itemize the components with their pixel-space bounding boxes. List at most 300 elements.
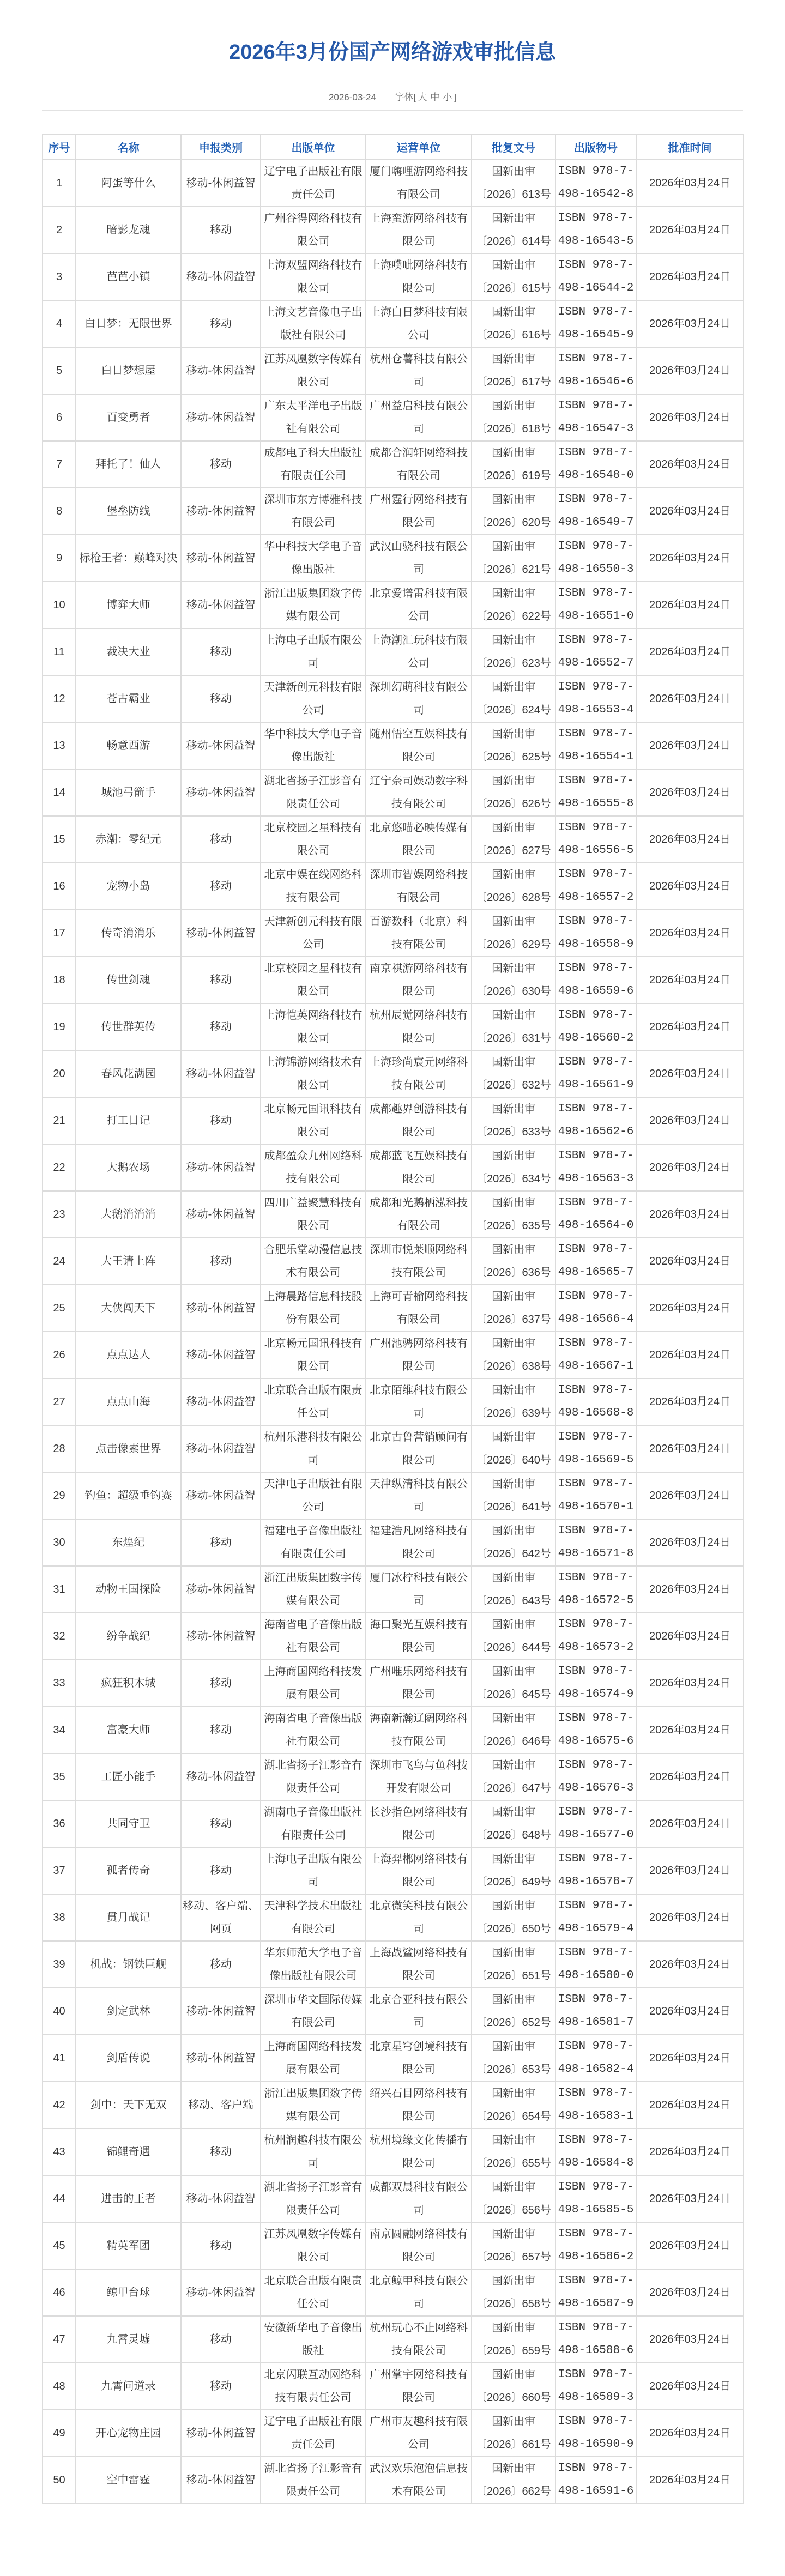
game-name: 九霄问道录	[76, 2363, 181, 2410]
category: 移动-休闲益智	[181, 488, 261, 535]
font-size-switcher	[414, 92, 456, 102]
table-row	[43, 488, 744, 535]
table-row	[43, 910, 744, 957]
row-index: 18	[43, 957, 76, 1003]
category: 移动	[181, 1097, 261, 1144]
approval-number: 国新出审〔2026〕649号	[472, 1847, 555, 1894]
game-name: 苍古霸业	[76, 675, 181, 722]
row-index: 46	[43, 2269, 76, 2316]
game-name: 机战：钢铁巨舰	[76, 1941, 181, 1988]
row-index: 9	[43, 535, 76, 582]
category: 移动	[181, 816, 261, 863]
table-row	[43, 1988, 744, 2035]
game-name: 芭芭小镇	[76, 253, 181, 300]
isbn: ISBN 978-7-498-16550-3	[555, 535, 636, 582]
publisher: 湖北省扬子江影音有限责任公司	[261, 1753, 366, 1800]
publisher: 湖北省扬子江影音有限责任公司	[261, 769, 366, 816]
header-col-category: 申报类别	[181, 134, 261, 160]
row-index: 1	[43, 160, 76, 207]
category: 移动	[181, 1519, 261, 1566]
table-row	[43, 2035, 744, 2082]
publisher: 安徽新华电子音像出版社	[261, 2316, 366, 2363]
operator: 北京古鲁营销顾问有限公司	[366, 1425, 472, 1472]
row-index: 29	[43, 1472, 76, 1519]
publisher: 福建电子音像出版社有限责任公司	[261, 1519, 366, 1566]
approval-number: 国新出审〔2026〕624号	[472, 675, 555, 722]
game-name: 动物王国探险	[76, 1566, 181, 1613]
table-row	[43, 2128, 744, 2175]
row-index: 14	[43, 769, 76, 816]
category: 移动-休闲益智	[181, 535, 261, 582]
row-index: 42	[43, 2082, 76, 2128]
approval-number: 国新出审〔2026〕636号	[472, 1238, 555, 1285]
operator: 百游数科（北京）科技有限公司	[366, 910, 472, 957]
game-name: 宠物小岛	[76, 863, 181, 910]
table-row	[43, 1753, 744, 1800]
operator: 杭州玩心不止网络科技有限公司	[366, 2316, 472, 2363]
isbn: ISBN 978-7-498-16566-4	[555, 1285, 636, 1332]
operator: 南京圆融网络科技有限公司	[366, 2222, 472, 2269]
row-index: 22	[43, 1144, 76, 1191]
approval-date: 2026年03月24日	[636, 160, 744, 207]
table-row	[43, 300, 744, 347]
approval-date: 2026年03月24日	[636, 1519, 744, 1566]
isbn: ISBN 978-7-498-16571-8	[555, 1519, 636, 1566]
isbn: ISBN 978-7-498-16560-2	[555, 1003, 636, 1050]
font-size-medium-link[interactable]: 中	[430, 92, 440, 102]
font-size-small-link[interactable]: 小	[443, 92, 452, 102]
table-row	[43, 2457, 744, 2504]
table-row	[43, 1003, 744, 1050]
font-size-large-link[interactable]: 大	[418, 92, 427, 102]
table-row	[43, 1191, 744, 1238]
row-index: 17	[43, 910, 76, 957]
publisher: 合肥乐堂动漫信息技术有限公司	[261, 1238, 366, 1285]
publisher: 北京中娱在线网络科技有限公司	[261, 863, 366, 910]
category: 移动-休闲益智	[181, 1472, 261, 1519]
approval-number: 国新出审〔2026〕650号	[472, 1894, 555, 1941]
isbn: ISBN 978-7-498-16574-9	[555, 1660, 636, 1707]
category: 移动-休闲益智	[181, 2410, 261, 2457]
approval-number: 国新出审〔2026〕638号	[472, 1332, 555, 1378]
bracket-close: ]	[454, 92, 457, 102]
game-name: 博弈大师	[76, 582, 181, 628]
row-index: 27	[43, 1378, 76, 1425]
game-name: 贯月战记	[76, 1894, 181, 1941]
game-name: 白日梦想屋	[76, 347, 181, 394]
approval-number: 国新出审〔2026〕622号	[472, 582, 555, 628]
divider	[42, 110, 743, 111]
table-row	[43, 628, 744, 675]
game-name: 点击像素世界	[76, 1425, 181, 1472]
isbn: ISBN 978-7-498-16563-3	[555, 1144, 636, 1191]
approval-number: 国新出审〔2026〕659号	[472, 2316, 555, 2363]
game-name: 阿蛋等什么	[76, 160, 181, 207]
table-row	[43, 1472, 744, 1519]
row-index: 35	[43, 1753, 76, 1800]
publisher: 深圳市华文国际传媒有限公司	[261, 1988, 366, 2035]
approval-date: 2026年03月24日	[636, 488, 744, 535]
table-row	[43, 2410, 744, 2457]
isbn: ISBN 978-7-498-16586-2	[555, 2222, 636, 2269]
approval-number: 国新出审〔2026〕658号	[472, 2269, 555, 2316]
game-name: 春风花满园	[76, 1050, 181, 1097]
approval-number: 国新出审〔2026〕633号	[472, 1097, 555, 1144]
category: 移动、客户端、网页	[181, 1894, 261, 1941]
isbn: ISBN 978-7-498-16578-7	[555, 1847, 636, 1894]
isbn: ISBN 978-7-498-16553-4	[555, 675, 636, 722]
header-col-index: 序号	[43, 134, 76, 160]
operator: 上海可青榆网络科技有限公司	[366, 1285, 472, 1332]
header-col-publisher: 出版单位	[261, 134, 366, 160]
approval-number: 国新出审〔2026〕643号	[472, 1566, 555, 1613]
approval-date: 2026年03月24日	[636, 1003, 744, 1050]
operator: 武汉山骁科技有限公司	[366, 535, 472, 582]
approval-number: 国新出审〔2026〕620号	[472, 488, 555, 535]
operator: 天津纵清科技有限公司	[366, 1472, 472, 1519]
game-name: 百变勇者	[76, 394, 181, 441]
table-row	[43, 1800, 744, 1847]
publisher: 北京畅元国讯科技有限公司	[261, 1332, 366, 1378]
game-name: 开心宠物庄园	[76, 2410, 181, 2457]
category: 移动-休闲益智	[181, 1613, 261, 1660]
publisher: 海南省电子音像出版社有限公司	[261, 1707, 366, 1753]
approval-date: 2026年03月24日	[636, 1613, 744, 1660]
approval-date: 2026年03月24日	[636, 1238, 744, 1285]
operator: 绍兴石目网络科技有限公司	[366, 2082, 472, 2128]
table-row	[43, 2082, 744, 2128]
category: 移动	[181, 957, 261, 1003]
isbn: ISBN 978-7-498-16565-7	[555, 1238, 636, 1285]
category: 移动	[181, 1800, 261, 1847]
operator: 北京星穹创境科技有限公司	[366, 2035, 472, 2082]
row-index: 37	[43, 1847, 76, 1894]
approval-date: 2026年03月24日	[636, 675, 744, 722]
approval-number: 国新出审〔2026〕648号	[472, 1800, 555, 1847]
row-index: 23	[43, 1191, 76, 1238]
game-name: 打工日记	[76, 1097, 181, 1144]
row-index: 25	[43, 1285, 76, 1332]
category: 移动-休闲益智	[181, 1988, 261, 2035]
isbn: ISBN 978-7-498-16591-6	[555, 2457, 636, 2504]
game-name: 白日梦：无限世界	[76, 300, 181, 347]
category: 移动-休闲益智	[181, 1191, 261, 1238]
game-name: 畅意西游	[76, 722, 181, 769]
row-index: 39	[43, 1941, 76, 1988]
publisher: 成都电子科大出版社有限责任公司	[261, 441, 366, 488]
approval-number: 国新出审〔2026〕627号	[472, 816, 555, 863]
table-row	[43, 1050, 744, 1097]
approval-number: 国新出审〔2026〕642号	[472, 1519, 555, 1566]
table-row	[43, 160, 744, 207]
approval-date: 2026年03月24日	[636, 441, 744, 488]
row-index: 40	[43, 1988, 76, 2035]
operator: 厦门冰柠科技有限公司	[366, 1566, 472, 1613]
game-name: 大侠闯天下	[76, 1285, 181, 1332]
approval-number: 国新出审〔2026〕630号	[472, 957, 555, 1003]
approval-date: 2026年03月24日	[636, 207, 744, 253]
article-meta	[0, 90, 785, 105]
category: 移动-休闲益智	[181, 1285, 261, 1332]
isbn: ISBN 978-7-498-16562-6	[555, 1097, 636, 1144]
publisher: 上海文艺音像电子出版社有限公司	[261, 300, 366, 347]
operator: 上海蛮游网络科技有限公司	[366, 207, 472, 253]
table-row	[43, 1707, 744, 1753]
publisher: 上海晨路信息科技股份有限公司	[261, 1285, 366, 1332]
approval-number: 国新出审〔2026〕623号	[472, 628, 555, 675]
approval-date: 2026年03月24日	[636, 2082, 744, 2128]
publisher: 江苏凤凰数字传媒有限公司	[261, 347, 366, 394]
approval-date: 2026年03月24日	[636, 1191, 744, 1238]
header-col-name: 名称	[76, 134, 181, 160]
game-name: 大王请上阵	[76, 1238, 181, 1285]
operator: 北京微笑科技有限公司	[366, 1894, 472, 1941]
approval-date: 2026年03月24日	[636, 2363, 744, 2410]
category: 移动	[181, 441, 261, 488]
approval-number: 国新出审〔2026〕657号	[472, 2222, 555, 2269]
game-name: 鲸甲台球	[76, 2269, 181, 2316]
game-name: 九霄灵墟	[76, 2316, 181, 2363]
approval-date: 2026年03月24日	[636, 1332, 744, 1378]
isbn: ISBN 978-7-498-16589-3	[555, 2363, 636, 2410]
publisher: 天津科学技术出版社有限公司	[261, 1894, 366, 1941]
approval-number: 国新出审〔2026〕656号	[472, 2175, 555, 2222]
row-index: 36	[43, 1800, 76, 1847]
approval-number: 国新出审〔2026〕631号	[472, 1003, 555, 1050]
row-index: 33	[43, 1660, 76, 1707]
isbn: ISBN 978-7-498-16552-7	[555, 628, 636, 675]
operator: 长沙指色网络科技有限公司	[366, 1800, 472, 1847]
table-row	[43, 1425, 744, 1472]
isbn: ISBN 978-7-498-16583-1	[555, 2082, 636, 2128]
category: 移动	[181, 207, 261, 253]
approval-date: 2026年03月24日	[636, 253, 744, 300]
game-name: 精英军团	[76, 2222, 181, 2269]
operator: 成都趣界创游科技有限公司	[366, 1097, 472, 1144]
table-row	[43, 1238, 744, 1285]
approval-date: 2026年03月24日	[636, 2222, 744, 2269]
approval-date: 2026年03月24日	[636, 1285, 744, 1332]
approval-date: 2026年03月24日	[636, 722, 744, 769]
table-row	[43, 207, 744, 253]
category: 移动	[181, 1660, 261, 1707]
approval-date: 2026年03月24日	[636, 2269, 744, 2316]
isbn: ISBN 978-7-498-16568-8	[555, 1378, 636, 1425]
operator: 武汉欢乐泡泡信息技术有限公司	[366, 2457, 472, 2504]
game-name: 大鹅农场	[76, 1144, 181, 1191]
header-col-approval-no: 批复文号	[472, 134, 555, 160]
table-row	[43, 1378, 744, 1425]
table-row	[43, 1941, 744, 1988]
isbn: ISBN 978-7-498-16580-0	[555, 1941, 636, 1988]
isbn: ISBN 978-7-498-16575-6	[555, 1707, 636, 1753]
category: 移动-休闲益智	[181, 2175, 261, 2222]
category: 移动-休闲益智	[181, 1425, 261, 1472]
approval-number: 国新出审〔2026〕640号	[472, 1425, 555, 1472]
isbn: ISBN 978-7-498-16545-9	[555, 300, 636, 347]
approval-number: 国新出审〔2026〕655号	[472, 2128, 555, 2175]
isbn: ISBN 978-7-498-16556-5	[555, 816, 636, 863]
approval-date: 2026年03月24日	[636, 1472, 744, 1519]
table-row	[43, 1144, 744, 1191]
approval-date: 2026年03月24日	[636, 1847, 744, 1894]
category: 移动-休闲益智	[181, 347, 261, 394]
table-row	[43, 863, 744, 910]
operator: 深圳市悦莱顺网络科技有限公司	[366, 1238, 472, 1285]
table-row	[43, 2222, 744, 2269]
approval-date: 2026年03月24日	[636, 769, 744, 816]
isbn: ISBN 978-7-498-16549-7	[555, 488, 636, 535]
approval-date: 2026年03月24日	[636, 628, 744, 675]
approval-number: 国新出审〔2026〕621号	[472, 535, 555, 582]
approval-date: 2026年03月24日	[636, 1660, 744, 1707]
game-name: 疯狂积木城	[76, 1660, 181, 1707]
operator: 杭州仓薯科技有限公司	[366, 347, 472, 394]
operator: 上海潮汇玩科技有限公司	[366, 628, 472, 675]
publisher: 湖北省扬子江影音有限责任公司	[261, 2457, 366, 2504]
row-index: 31	[43, 1566, 76, 1613]
category: 移动-休闲益智	[181, 1050, 261, 1097]
isbn: ISBN 978-7-498-16543-5	[555, 207, 636, 253]
row-index: 15	[43, 816, 76, 863]
publisher: 上海商国网络科技发展有限公司	[261, 1660, 366, 1707]
operator: 随州悟空互娱科技有限公司	[366, 722, 472, 769]
table-row	[43, 1285, 744, 1332]
isbn: ISBN 978-7-498-16555-8	[555, 769, 636, 816]
approval-date: 2026年03月24日	[636, 2457, 744, 2504]
table-row	[43, 1566, 744, 1613]
category: 移动	[181, 628, 261, 675]
game-name: 标枪王者：巅峰对决	[76, 535, 181, 582]
operator: 广州池骋网络科技有限公司	[366, 1332, 472, 1378]
category: 移动-休闲益智	[181, 1378, 261, 1425]
operator: 辽宁奈司娱动数字科技有限公司	[366, 769, 472, 816]
operator: 广州唯乐网络科技有限公司	[366, 1660, 472, 1707]
game-name: 暗影龙魂	[76, 207, 181, 253]
publisher: 北京校园之星科技有限公司	[261, 816, 366, 863]
table-row	[43, 2316, 744, 2363]
publisher: 上海双盟网络科技有限公司	[261, 253, 366, 300]
category: 移动-休闲益智	[181, 582, 261, 628]
operator: 上海噗呲网络科技有限公司	[366, 253, 472, 300]
publish-date: 2026-03-24	[328, 92, 376, 102]
row-index: 43	[43, 2128, 76, 2175]
isbn: ISBN 978-7-498-16576-3	[555, 1753, 636, 1800]
approval-date: 2026年03月24日	[636, 347, 744, 394]
table-row	[43, 769, 744, 816]
category: 移动、客户端	[181, 2082, 261, 2128]
approval-date: 2026年03月24日	[636, 863, 744, 910]
isbn: ISBN 978-7-498-16581-7	[555, 1988, 636, 2035]
row-index: 10	[43, 582, 76, 628]
table-row	[43, 1660, 744, 1707]
approval-number: 国新出审〔2026〕652号	[472, 1988, 555, 2035]
publisher: 湖北省扬子江影音有限责任公司	[261, 2175, 366, 2222]
game-name: 城池弓箭手	[76, 769, 181, 816]
publisher: 上海电子出版有限公司	[261, 628, 366, 675]
approval-date: 2026年03月24日	[636, 1894, 744, 1941]
category: 移动-休闲益智	[181, 253, 261, 300]
approval-number: 国新出审〔2026〕617号	[472, 347, 555, 394]
operator: 南京祺游网络科技有限公司	[366, 957, 472, 1003]
isbn: ISBN 978-7-498-16542-8	[555, 160, 636, 207]
table-row	[43, 1894, 744, 1941]
approval-number: 国新出审〔2026〕634号	[472, 1144, 555, 1191]
row-index: 30	[43, 1519, 76, 1566]
header-col-isbn: 出版物号	[555, 134, 636, 160]
row-index: 20	[43, 1050, 76, 1097]
table-row	[43, 1847, 744, 1894]
publisher: 天津新创元科技有限公司	[261, 910, 366, 957]
row-index: 28	[43, 1425, 76, 1472]
category: 移动	[181, 1941, 261, 1988]
operator: 广州掌宇网络科技有限公司	[366, 2363, 472, 2410]
approval-date: 2026年03月24日	[636, 1753, 744, 1800]
approval-date: 2026年03月24日	[636, 1378, 744, 1425]
category: 移动-休闲益智	[181, 722, 261, 769]
row-index: 34	[43, 1707, 76, 1753]
game-name: 点点达人	[76, 1332, 181, 1378]
publisher: 成都盈众九州网络科技有限公司	[261, 1144, 366, 1191]
table-row	[43, 816, 744, 863]
operator: 福建浩凡网络科技有限公司	[366, 1519, 472, 1566]
isbn: ISBN 978-7-498-16554-1	[555, 722, 636, 769]
isbn: ISBN 978-7-498-16590-9	[555, 2410, 636, 2457]
operator: 深圳幻萌科技有限公司	[366, 675, 472, 722]
row-index: 26	[43, 1332, 76, 1378]
row-index: 6	[43, 394, 76, 441]
operator: 厦门嗨哩游网络科技有限公司	[366, 160, 472, 207]
operator: 北京合亚科技有限公司	[366, 1988, 472, 2035]
publisher: 上海恺英网络科技有限公司	[261, 1003, 366, 1050]
approval-number: 国新出审〔2026〕629号	[472, 910, 555, 957]
category: 移动	[181, 2363, 261, 2410]
approval-number: 国新出审〔2026〕635号	[472, 1191, 555, 1238]
page-title: 2026年3月份国产网络游戏审批信息	[229, 41, 556, 64]
table-row	[43, 582, 744, 628]
game-name: 点点山海	[76, 1378, 181, 1425]
row-index: 38	[43, 1894, 76, 1941]
operator: 广州霆行网络科技有限公司	[366, 488, 472, 535]
approval-number: 国新出审〔2026〕614号	[472, 207, 555, 253]
game-name: 剑中：天下无双	[76, 2082, 181, 2128]
game-name: 赤潮：零纪元	[76, 816, 181, 863]
operator: 北京陌维科技有限公司	[366, 1378, 472, 1425]
approval-number: 国新出审〔2026〕644号	[472, 1613, 555, 1660]
table-row	[43, 722, 744, 769]
game-name: 剑盾传说	[76, 2035, 181, 2082]
category: 移动-休闲益智	[181, 2457, 261, 2504]
approval-date: 2026年03月24日	[636, 2175, 744, 2222]
approval-number: 国新出审〔2026〕660号	[472, 2363, 555, 2410]
row-index: 50	[43, 2457, 76, 2504]
isbn: ISBN 978-7-498-16585-5	[555, 2175, 636, 2222]
publisher: 华中科技大学电子音像出版社	[261, 535, 366, 582]
row-index: 11	[43, 628, 76, 675]
game-name: 进击的王者	[76, 2175, 181, 2222]
category: 移动	[181, 2222, 261, 2269]
approval-date: 2026年03月24日	[636, 2410, 744, 2457]
approval-number: 国新出审〔2026〕625号	[472, 722, 555, 769]
game-name: 富豪大师	[76, 1707, 181, 1753]
approval-number: 国新出审〔2026〕639号	[472, 1378, 555, 1425]
approval-number: 国新出审〔2026〕637号	[472, 1285, 555, 1332]
table-row	[43, 253, 744, 300]
publisher: 浙江出版集团数字传媒有限公司	[261, 1566, 366, 1613]
isbn: ISBN 978-7-498-16584-8	[555, 2128, 636, 2175]
table-row	[43, 347, 744, 394]
approval-date: 2026年03月24日	[636, 394, 744, 441]
